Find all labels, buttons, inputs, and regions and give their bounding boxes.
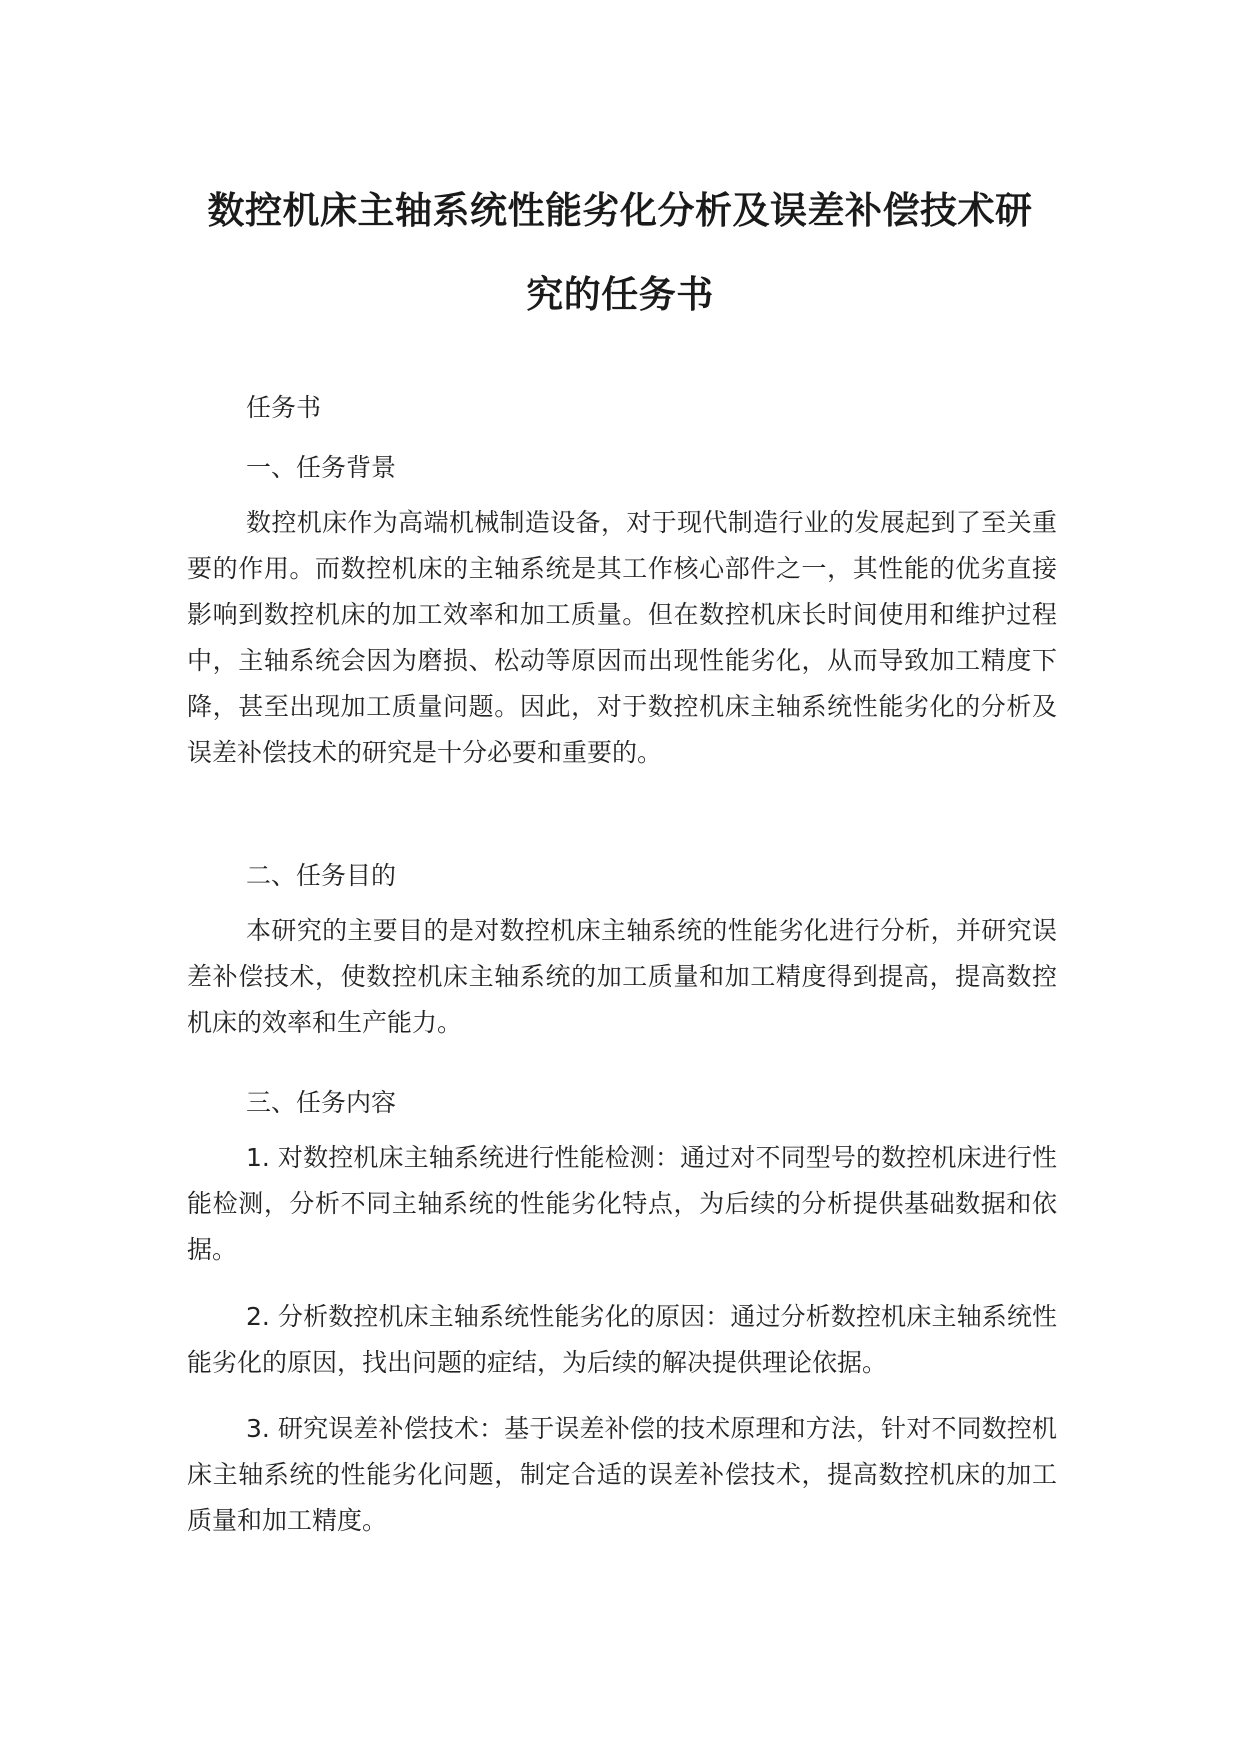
section-heading-content: 三、任务内容 <box>246 1088 397 1117</box>
content-list-item: 1. 对数控机床主轴系统进行性能检测：通过对不同型号的数控机床进行性能检测，分析不同主轴系统的性能劣化特点，为后续的分析提供基础数据和依据。 <box>187 1143 1057 1264</box>
document-title-line-1: 数控机床主轴系统性能劣化分析及误差补偿技术研 <box>207 189 1033 232</box>
section-heading-purpose: 二、任务目的 <box>246 861 397 890</box>
content-list-item: 2. 分析数控机床主轴系统性能劣化的原因：通过分析数控机床主轴系统性能劣化的原因，找出问题的症结，为后续的解决提供理论依据。 <box>187 1302 1057 1377</box>
section-heading-background: 一、任务背景 <box>246 453 397 482</box>
section-body-purpose: 本研究的主要目的是对数控机床主轴系统的性能劣化进行分析，并研究误差补偿技术，使数控机床主轴系统的加工质量和加工精度得到提高，提高数控机床的效率和生产能力。 <box>187 916 1057 1037</box>
section-body-background: 数控机床作为高端机械制造设备，对于现代制造行业的发展起到了至关重要的作用。而数控机床的主轴系统是其工作核心部件之一，其性能的优劣直接影响到数控机床的加工效率和加工质量。但在数控机床长时间使用和维护过程中，主轴系统会因为磨损、松动等原因而出现性能劣化，从而导致加工精度下降，甚至出现加工质量问题。因此，对于数控机床主轴系统性能劣化的分析及误差补偿技术的研究是十分必要和重要的。 <box>187 508 1057 767</box>
document-label: 任务书 <box>246 393 322 422</box>
document-title-line-2: 究的任务书 <box>526 273 714 316</box>
content-list-item: 3. 研究误差补偿技术：基于误差补偿的技术原理和方法，针对不同数控机床主轴系统的性能劣化问题，制定合适的误差补偿技术，提高数控机床的加工质量和加工精度。 <box>187 1414 1057 1535</box>
